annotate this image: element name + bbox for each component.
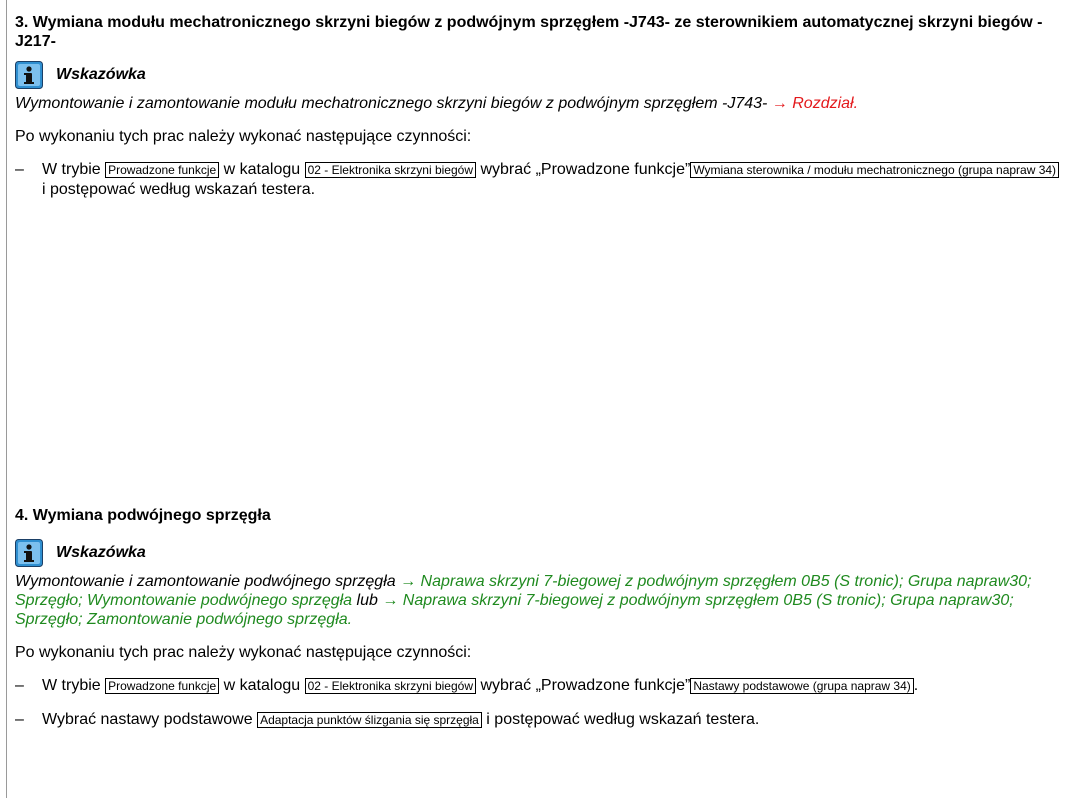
- function-box-clutch-slip-adaptation: Adaptacja punktów ślizgania się sprzęgła: [257, 712, 482, 728]
- step-text: W trybie: [42, 677, 106, 694]
- section-4-heading: 4. Wymiana podwójnego sprzęgła: [15, 507, 271, 524]
- section-3: [15, 13, 1067, 199]
- step-text: w katalogu: [219, 677, 305, 694]
- step-text: Wybrać nastawy podstawowe: [42, 711, 258, 728]
- mode-box-guided-functions: Prowadzone funkcje: [105, 678, 219, 694]
- note-text: [15, 94, 1057, 113]
- catalog-box-transmission-electronics: 02 - Elektronika skrzyni biegów: [305, 162, 476, 178]
- step-body: [42, 710, 1067, 730]
- removal-procedure-link[interactable]: → Naprawa skrzyni 7-biegowej z podwójnym sprzęgłem 0B5 (S tronic); Grupa napraw30; Sprzęgło; Wymontowanie podwójnego sprzęgła: [15, 573, 1032, 609]
- step-text: w katalogu: [219, 161, 305, 178]
- note-text-or: lub: [352, 592, 383, 609]
- step-body: [42, 160, 1067, 199]
- step-text: wybrać „Prowadzone funkcje”: [476, 161, 691, 178]
- step-item: [15, 160, 1067, 199]
- step-body: [42, 676, 1067, 696]
- step-dash: –: [15, 161, 24, 178]
- chapter-link[interactable]: → Rozdział.: [771, 95, 859, 112]
- section-4: [15, 506, 1067, 730]
- step-text: W trybie: [42, 161, 106, 178]
- function-box-replace-control-unit: Wymiana sterownika / modułu mechatronicznego (grupa napraw 34): [690, 162, 1059, 178]
- note-title: Wskazówka: [56, 66, 146, 83]
- installation-procedure-link[interactable]: → Naprawa skrzyni 7-biegowej z podwójnym sprzęgłem 0B5 (S tronic); Grupa napraw30; Sprzęgło; Zamontowanie podwójnego sprzęgła.: [15, 592, 1014, 628]
- step-dash: –: [15, 677, 24, 694]
- step-item: [15, 710, 1067, 730]
- left-border-line: [6, 0, 7, 798]
- note-text-body: Wymontowanie i zamontowanie modułu mechatronicznego skrzyni biegów z podwójnym sprzęgłem -J743-: [15, 95, 772, 112]
- step-text: .: [913, 677, 919, 694]
- note-text: [15, 572, 1057, 629]
- step-text: i postępować według wskazań testera.: [42, 181, 316, 198]
- step-text: i postępować według wskazań testera.: [481, 711, 760, 728]
- section-3-heading: 3. Wymiana modułu mechatronicznego skrzyni biegów z podwójnym sprzęgłem -J743- ze sterownikiem automatycznej skrzyni biegów -J217-: [15, 14, 1043, 50]
- info-icon: [15, 539, 43, 567]
- info-icon: [15, 61, 43, 89]
- catalog-box-transmission-electronics: 02 - Elektronika skrzyni biegów: [305, 678, 476, 694]
- mode-box-guided-functions: Prowadzone funkcje: [105, 162, 219, 178]
- note-header: [15, 61, 1067, 89]
- after-work-text: Po wykonaniu tych prac należy wykonać następujące czynności:: [15, 128, 472, 145]
- note-title: Wskazówka: [56, 544, 146, 561]
- function-box-basic-settings: Nastawy podstawowe (grupa napraw 34): [690, 678, 913, 694]
- step-item: [15, 676, 1067, 696]
- step-dash: –: [15, 711, 24, 728]
- step-text: wybrać „Prowadzone funkcje”: [476, 677, 691, 694]
- after-work-text: Po wykonaniu tych prac należy wykonać następujące czynności:: [15, 644, 472, 661]
- note-header: [15, 539, 1067, 567]
- note-text-body: Wymontowanie i zamontowanie podwójnego sprzęgła: [15, 573, 401, 590]
